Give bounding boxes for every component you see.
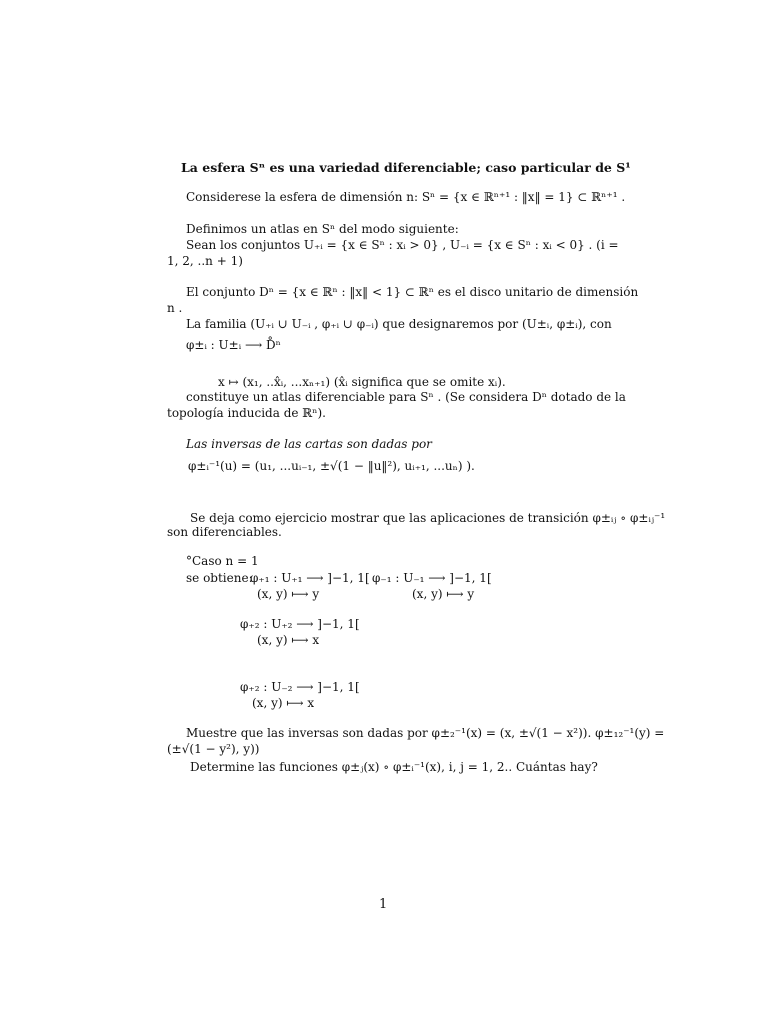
- section-title: La esfera Sⁿ es una variedad diferenciable; caso particular de S¹: [181, 160, 631, 175]
- map-phi-minus-1: φ₋₁ : U₋₁ ⟶ ]−1, 1[: [372, 571, 492, 585]
- composition-question: Determine las funciones φ±ⱼ(x) ∘ φ±ᵢ⁻¹(x), i, j = 1, 2.. Cuántas hay?: [190, 760, 598, 774]
- chart-family: La familia (U₊ᵢ ∪ U₋ᵢ , φ₊ᵢ ∪ φ₋ᵢ) que designaremos por (U±ᵢ, φ±ᵢ), con: [186, 317, 612, 331]
- case-intro: se obtiene:: [186, 571, 253, 585]
- map-phi-plus-2: φ₊₂ : U₊₂ ⟶ ]−1, 1[: [240, 617, 360, 631]
- map-phi-plus-1: φ₊₁ : U₊₁ ⟶ ]−1, 1[: [250, 571, 370, 585]
- map-phi-minus-1-rule: (x, y) ⟼ y: [412, 587, 475, 601]
- open-sets-definition: Sean los conjuntos U₊ᵢ = {x ∈ Sⁿ : xᵢ > 0} , U₋ᵢ = {x ∈ Sⁿ : xᵢ < 0} . (i =: [186, 238, 619, 252]
- unit-disk-definition: El conjunto Dⁿ = {x ∈ ℝⁿ : ‖x‖ < 1} ⊂ ℝⁿ es el disco unitario de dimensión: [186, 285, 639, 299]
- transition-exercise: Se deja como ejercicio mostrar que las aplicaciones de transición φ±ᵢⱼ ∘ φ±ᵢⱼ⁻¹: [190, 511, 666, 525]
- chart-formula: x ↦ (x₁, ..x̂ᵢ, ...xₙ₊₁) (x̂ᵢ significa que se omite xᵢ).: [218, 375, 506, 389]
- sphere-definition: Considerese la esfera de dimensión n: Sⁿ = {x ∈ ℝⁿ⁺¹ : ‖x‖ = 1} ⊂ ℝⁿ⁺¹ .: [186, 190, 626, 204]
- map-phi-plus-2-rule: (x, y) ⟼ x: [257, 633, 320, 647]
- map-phi-plus-1-rule: (x, y) ⟼ y: [257, 587, 320, 601]
- transition-exercise-end: son diferenciables.: [167, 525, 282, 539]
- topology-note: topología inducida de ℝⁿ).: [167, 406, 326, 420]
- case-title: °Caso n = 1: [186, 554, 259, 568]
- inverse-formulas-end: (±√(1 − y²), y)): [167, 742, 260, 756]
- chart-map: φ±ᵢ : U±ᵢ ⟶ D̊ⁿ: [186, 338, 281, 352]
- page-number: 1: [379, 897, 388, 912]
- inverse-chart-formula: φ±ᵢ⁻¹(u) = (u₁, ...uᵢ₋₁, ±√(1 − ‖u‖²), uᵢ₊₁, ...uₙ) ).: [188, 459, 475, 473]
- map-phi-minus-2: φ₊₂ : U₋₂ ⟶ ]−1, 1[: [240, 680, 360, 694]
- inverse-formulas: Muestre que las inversas son dadas por φ±₂⁻¹(x) = (x, ±√(1 − x²)). φ±₁₂⁻¹(y) =: [186, 726, 665, 740]
- atlas-intro: Definimos un atlas en Sⁿ del modo siguiente:: [186, 222, 459, 236]
- map-phi-minus-2-rule: (x, y) ⟼ x: [252, 696, 315, 710]
- unit-disk-dimension: n .: [167, 301, 183, 315]
- atlas-statement: constituye un atlas diferenciable para Sⁿ . (Se considera Dⁿ dotado de la: [186, 390, 626, 404]
- inverse-charts-heading: Las inversas de las cartas son dadas por: [186, 437, 432, 451]
- open-sets-index-range: 1, 2, ..n + 1): [167, 254, 243, 268]
